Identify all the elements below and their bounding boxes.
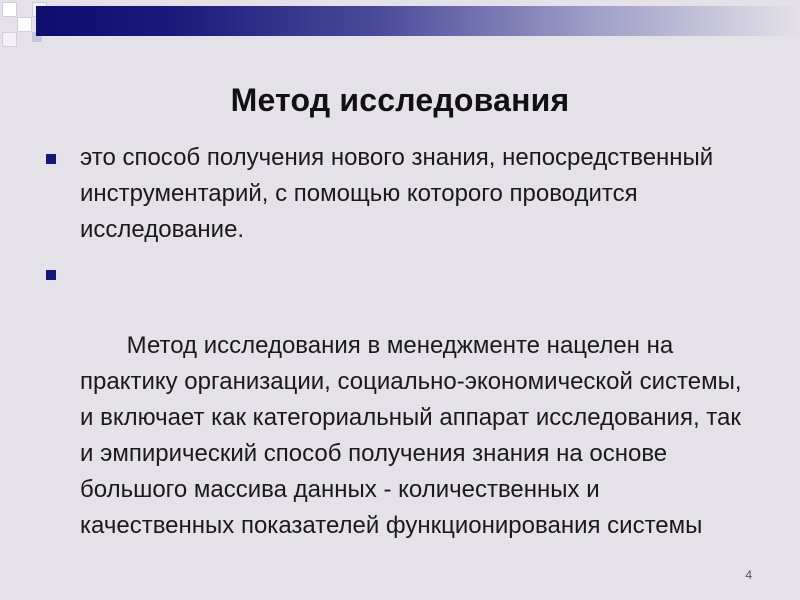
bullet-list [40,140,760,588]
bullet-text: это способ получения нового знания, непосредственный инструментарий, с помощью которого проводится исследование. [80,144,714,243]
decorative-square [2,32,17,47]
bullet-item [40,140,760,248]
page-number: 4 [745,568,752,582]
slide-title: Метод исследования [230,82,570,118]
decorative-square [2,2,17,17]
bullet-item [40,256,760,580]
decorative-square [17,17,32,32]
square-bullet-icon [46,154,56,164]
square-bullet-icon [46,270,56,280]
bullet-text: Метод исследования в менеджменте нацелен на практику организации, социально-экономической системы, и включает как категориальный аппарат исследования, так и эмпирический способ получения знания на основе большого массива данных - количественных и качественных показателей функционирования системы [80,332,749,539]
header-gradient-band [36,6,800,36]
